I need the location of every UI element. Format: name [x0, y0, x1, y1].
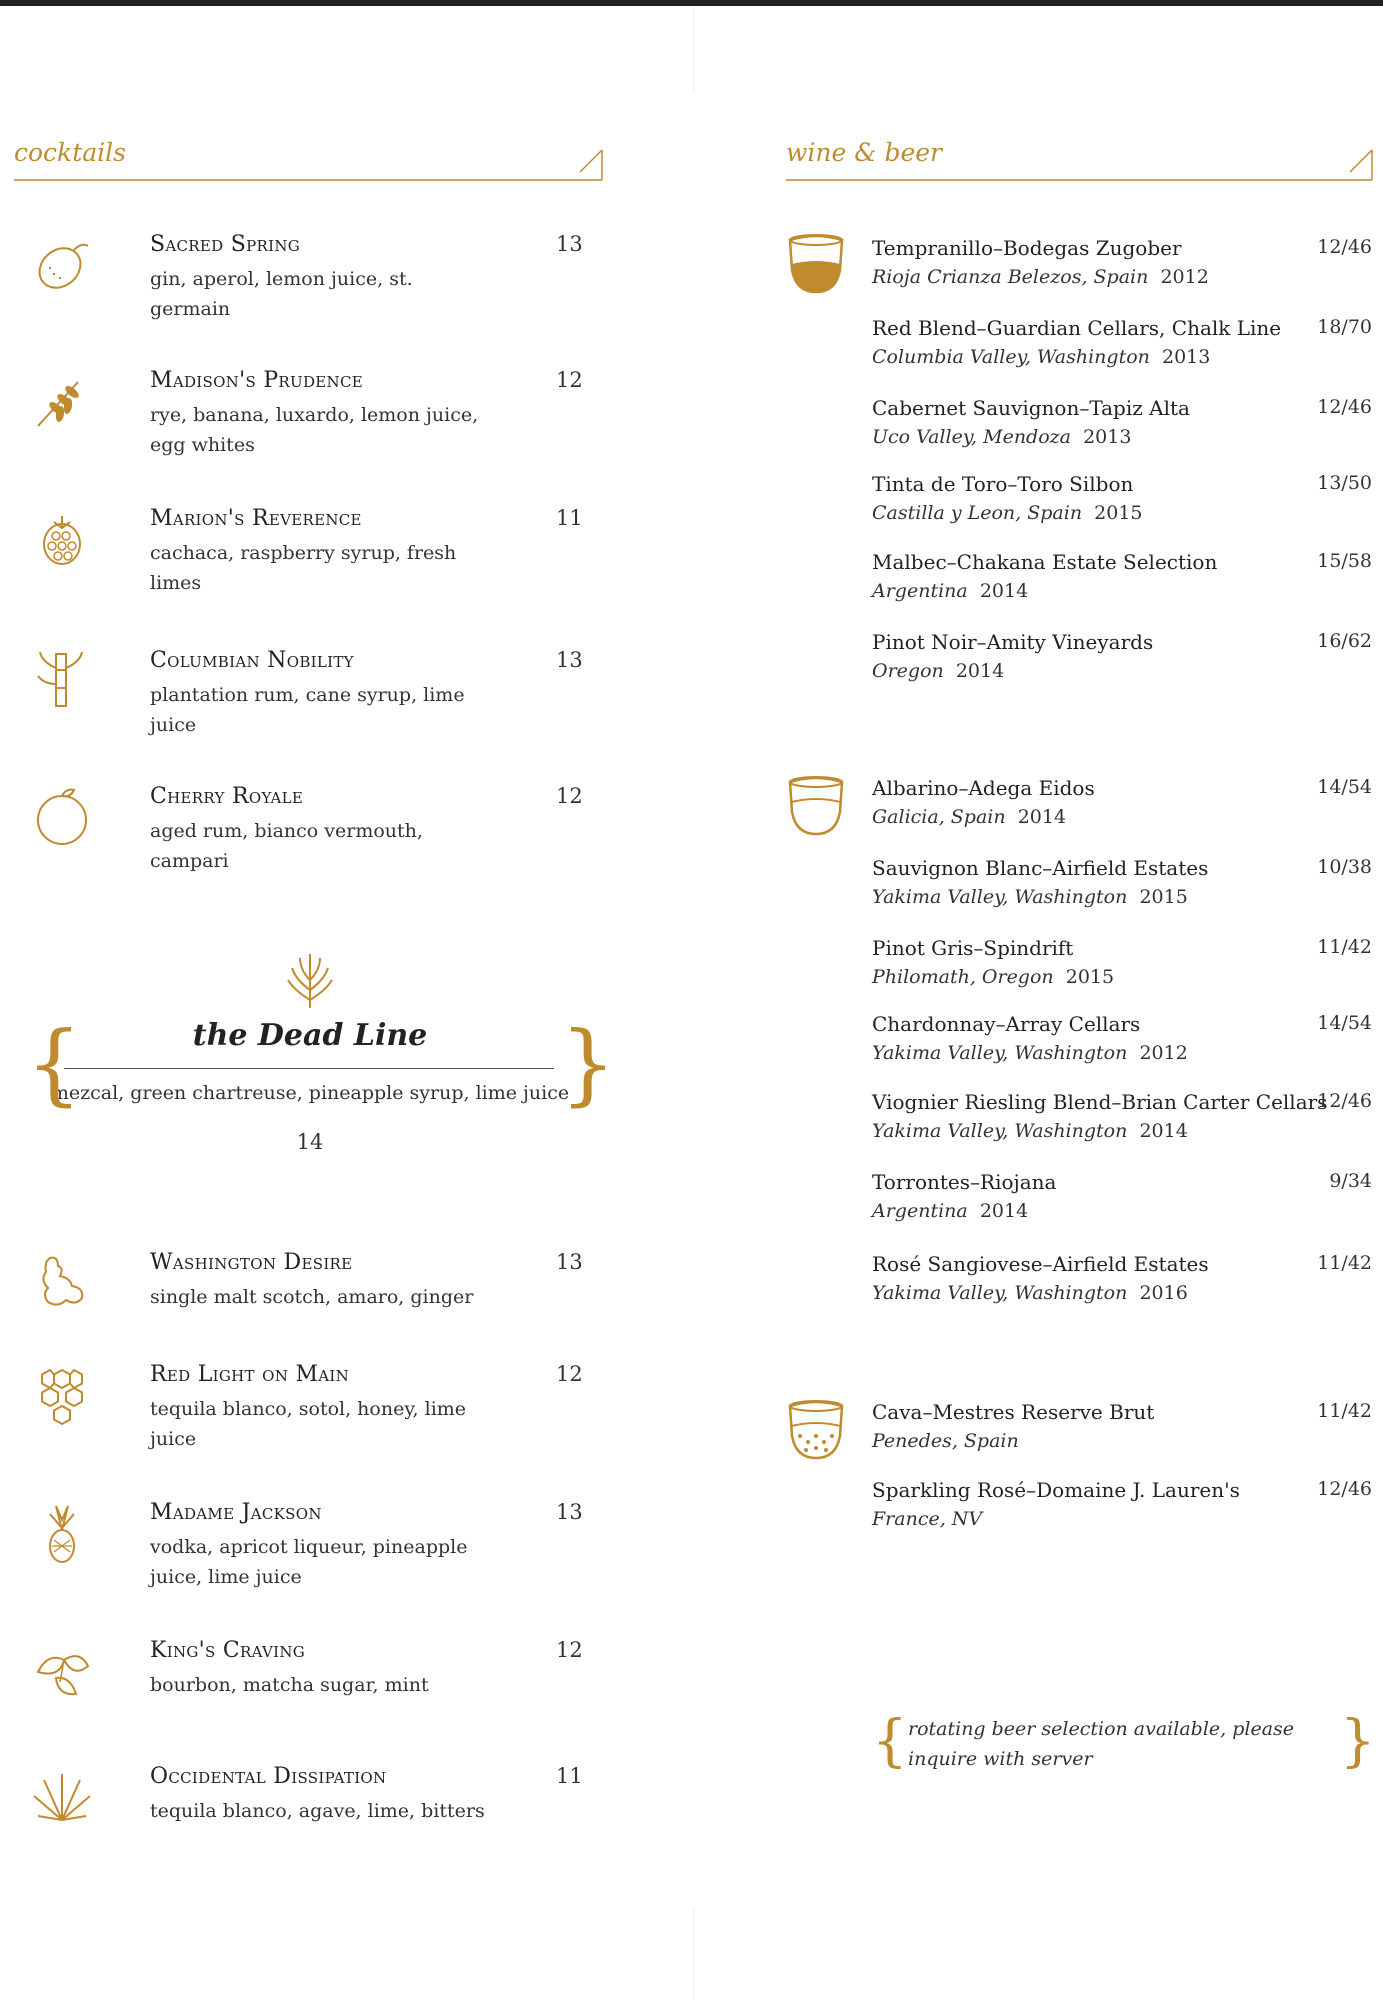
- wine-name: Sauvignon Blanc–Airfield Estates: [872, 856, 1209, 880]
- wine-name: Sparkling Rosé–Domaine J. Lauren's: [872, 1478, 1240, 1502]
- cocktails-title: cocktails: [14, 138, 126, 167]
- cocktail-item: [0, 1362, 620, 1462]
- cocktail-name: Marion's Reverence: [150, 506, 362, 531]
- cocktail-price: 13: [556, 1500, 583, 1524]
- wine-name: Cava–Mestres Reserve Brut: [872, 1400, 1155, 1424]
- wine-region: Galicia, Spain: [872, 806, 1006, 828]
- red-wine-glass-icon: [786, 230, 846, 296]
- wine-item: [872, 1252, 1372, 1312]
- wine-region-line: [872, 1200, 1028, 1222]
- wine-year: 2015: [1065, 966, 1115, 988]
- cocktail-item: [0, 1500, 620, 1600]
- beer-note: [872, 1709, 1376, 1790]
- wine-item: [872, 1012, 1372, 1072]
- cocktail-desc: gin, aperol, lemon juice, st. germain: [150, 268, 413, 320]
- wine-year: 2014: [1139, 1120, 1188, 1142]
- wine-price: 9/34: [1329, 1170, 1372, 1192]
- wine-item: [872, 856, 1372, 916]
- wine-name: Rosé Sangiovese–Airfield Estates: [872, 1252, 1209, 1276]
- wine-name: Pinot Noir–Amity Vineyards: [872, 630, 1154, 654]
- featured-price: 14: [296, 1130, 324, 1154]
- cocktail-item: [0, 506, 620, 606]
- header-rule-icon: [786, 138, 1376, 182]
- wine-name: Tinta de Toro–Toro Silbon: [872, 472, 1134, 496]
- lemon-icon: [30, 232, 94, 296]
- cocktail-desc: plantation rum, cane syrup, lime juice: [150, 684, 465, 736]
- ginger-icon: [30, 1250, 94, 1314]
- right-brace: }: [560, 1012, 616, 1115]
- cocktail-name: Washington Desire: [150, 1250, 353, 1275]
- wine-price: 14/54: [1317, 1012, 1372, 1034]
- note-left-brace: {: [872, 1709, 908, 1774]
- wine-item: [872, 316, 1372, 376]
- wine-price: 11/42: [1317, 1400, 1372, 1422]
- wine-year: 2012: [1139, 1042, 1188, 1064]
- wine-year: 2015: [1139, 886, 1188, 908]
- cocktail-item: [0, 1250, 620, 1330]
- wine-name: Pinot Gris–Spindrift: [872, 936, 1074, 960]
- wine-price: 14/54: [1317, 776, 1372, 798]
- cocktail-name: Red Light on Main: [150, 1362, 350, 1387]
- wine-region-line: [872, 346, 1210, 368]
- cocktail-price: 12: [556, 784, 583, 808]
- wine-region: France, NV: [872, 1508, 983, 1530]
- pineapple-icon: [30, 1500, 94, 1564]
- wine-region-line: [872, 502, 1143, 524]
- wine-item: [872, 1170, 1372, 1230]
- wine-year: 2013: [1083, 426, 1132, 448]
- wine-region-line: [872, 966, 1114, 988]
- wine-name: Malbec–Chakana Estate Selection: [872, 550, 1218, 574]
- wine-year: 2016: [1139, 1282, 1188, 1304]
- wine-name: Chardonnay–Array Cellars: [872, 1012, 1141, 1036]
- wine-item: [872, 630, 1372, 690]
- wine-price: 12/46: [1317, 1090, 1372, 1112]
- wine-region: Castilla y Leon, Spain: [872, 502, 1083, 524]
- wine-price: 12/46: [1317, 236, 1372, 258]
- wine-item: [872, 236, 1372, 296]
- wine-year: 2014: [1017, 806, 1067, 828]
- cocktail-item: [0, 1638, 620, 1718]
- cocktail-price: 12: [556, 1362, 583, 1386]
- cocktail-desc: vodka, apricot liqueur, pineapple juice, lime juice: [150, 1536, 468, 1588]
- wine-region: Philomath, Oregon: [872, 966, 1054, 988]
- wine-name: Viognier Riesling Blend–Brian Carter Cellars: [872, 1090, 1328, 1114]
- wine-region-line: [872, 1042, 1188, 1064]
- wine-price: 13/50: [1317, 472, 1372, 494]
- wine-year: 2014: [979, 1200, 1029, 1222]
- wine-region: Yakima Valley, Washington: [872, 1282, 1128, 1304]
- wine-region: Yakima Valley, Washington: [872, 1042, 1128, 1064]
- cocktail-name: Occidental Dissipation: [150, 1764, 387, 1789]
- page-gutter-top: [693, 8, 694, 92]
- wine-year: 2014: [979, 580, 1029, 602]
- cocktail-desc: tequila blanco, agave, lime, bitters: [150, 1800, 485, 1822]
- wine-item: [872, 472, 1372, 532]
- wine-price: 12/46: [1317, 396, 1372, 418]
- wine-item: [872, 396, 1372, 456]
- cocktail-desc: bourbon, matcha sugar, mint: [150, 1674, 429, 1696]
- featured-desc: mezcal, green chartreuse, pineapple syrup, lime juice: [50, 1082, 570, 1104]
- cocktail-item: [0, 368, 620, 468]
- orange-icon: [30, 784, 94, 848]
- cocktail-price: 13: [556, 232, 583, 256]
- wine-price: 16/62: [1317, 630, 1372, 652]
- wheat-icon: [30, 368, 94, 432]
- wine-name: Tempranillo–Bodegas Zugober: [872, 236, 1182, 260]
- wine-region-line: [872, 1120, 1188, 1142]
- wine-item: [872, 1090, 1372, 1150]
- wine-item: [872, 776, 1372, 836]
- featured-divider: [64, 1068, 554, 1069]
- wine-price: 10/38: [1317, 856, 1372, 878]
- wine-region-line: [872, 1430, 1019, 1452]
- wine-region: Oregon: [872, 660, 944, 682]
- wine-year: 2012: [1160, 266, 1209, 288]
- wine-name: Cabernet Sauvignon–Tapiz Alta: [872, 396, 1190, 420]
- wine-region-line: [872, 266, 1209, 288]
- mint-icon: [30, 1638, 94, 1702]
- wine-region: Columbia Valley, Washington: [872, 346, 1150, 368]
- note-right-brace: }: [1340, 1709, 1376, 1774]
- left-brace: {: [26, 1012, 82, 1115]
- cocktail-item: [0, 784, 620, 884]
- wine-region-line: [872, 1282, 1188, 1304]
- cocktail-name: Madison's Prudence: [150, 368, 363, 393]
- wine-region: Argentina: [872, 1200, 968, 1222]
- wine-region-line: [872, 886, 1188, 908]
- wine-price: 18/70: [1317, 316, 1372, 338]
- wine-title: wine & beer: [786, 138, 942, 167]
- cocktail-price: 13: [556, 1250, 583, 1274]
- wine-name: Torrontes–Riojana: [872, 1170, 1057, 1194]
- wine-region: Yakima Valley, Washington: [872, 886, 1128, 908]
- header-rule-icon: [14, 138, 604, 182]
- cocktail-item: [0, 648, 620, 748]
- cocktail-name: Columbian Nobility: [150, 648, 354, 673]
- cocktail-name: Sacred Spring: [150, 232, 301, 257]
- wine-region: Rioja Crianza Belezos, Spain: [872, 266, 1149, 288]
- wine-item: [872, 550, 1372, 610]
- cocktails-header: [14, 138, 604, 182]
- wine-region-line: [872, 1508, 982, 1530]
- featured-title: the Dead Line: [192, 1018, 428, 1053]
- wine-region: Yakima Valley, Washington: [872, 1120, 1128, 1142]
- sugarcane-icon: [30, 648, 94, 712]
- page-gutter-bottom: [693, 1908, 694, 2000]
- honeycomb-icon: [30, 1362, 94, 1426]
- wine-region: Uco Valley, Mendoza: [872, 426, 1071, 448]
- featured-cocktail: [30, 950, 590, 1160]
- wine-item: [872, 936, 1372, 996]
- agave-icon: [30, 1764, 94, 1828]
- wine-region-line: [872, 806, 1066, 828]
- wine-year: 2013: [1161, 346, 1211, 368]
- wine-price: 11/42: [1317, 936, 1372, 958]
- cocktail-desc: cachaca, raspberry syrup, fresh limes: [150, 542, 457, 594]
- white-wine-glass-icon: [786, 772, 846, 838]
- wine-region-line: [872, 660, 1004, 682]
- sparkling-glass-icon: [786, 1396, 846, 1462]
- cocktail-item: [0, 232, 620, 332]
- wine-header: [786, 138, 1376, 182]
- wine-name: Albarino–Adega Eidos: [872, 776, 1095, 800]
- cocktail-desc: rye, banana, luxardo, lemon juice, egg whites: [150, 404, 479, 456]
- wine-region: Argentina: [872, 580, 968, 602]
- beer-note-text: rotating beer selection available, please inquire with server: [908, 1718, 1295, 1770]
- raspberry-icon: [30, 506, 94, 570]
- wine-region-line: [872, 426, 1131, 448]
- wine-price: 12/46: [1317, 1478, 1372, 1500]
- cocktail-price: 11: [556, 1764, 583, 1788]
- wine-price: 15/58: [1317, 550, 1372, 572]
- cocktail-desc: tequila blanco, sotol, honey, lime juice: [150, 1398, 467, 1450]
- top-bar: [0, 0, 1383, 6]
- wine-region: Penedes, Spain: [872, 1430, 1019, 1452]
- wine-year: 2015: [1094, 502, 1143, 524]
- cocktail-price: 12: [556, 368, 583, 392]
- wine-year: 2014: [955, 660, 1005, 682]
- wine-region-line: [872, 580, 1028, 602]
- cocktail-name: King's Craving: [150, 1638, 306, 1663]
- cocktail-desc: aged rum, bianco vermouth, campari: [150, 820, 423, 872]
- cocktail-price: 12: [556, 1638, 583, 1662]
- wine-item: [872, 1478, 1372, 1538]
- wine-price: 11/42: [1317, 1252, 1372, 1274]
- cocktail-desc: single malt scotch, amaro, ginger: [150, 1286, 474, 1308]
- leaf-icon: [280, 950, 340, 1010]
- cocktail-item: [0, 1764, 620, 1844]
- cocktail-price: 13: [556, 648, 583, 672]
- wine-name: Red Blend–Guardian Cellars, Chalk Line: [872, 316, 1282, 340]
- cocktail-name: Cherry Royale: [150, 784, 304, 809]
- cocktail-price: 11: [556, 506, 583, 530]
- wine-item: [872, 1400, 1372, 1460]
- cocktail-name: Madame Jackson: [150, 1500, 322, 1525]
